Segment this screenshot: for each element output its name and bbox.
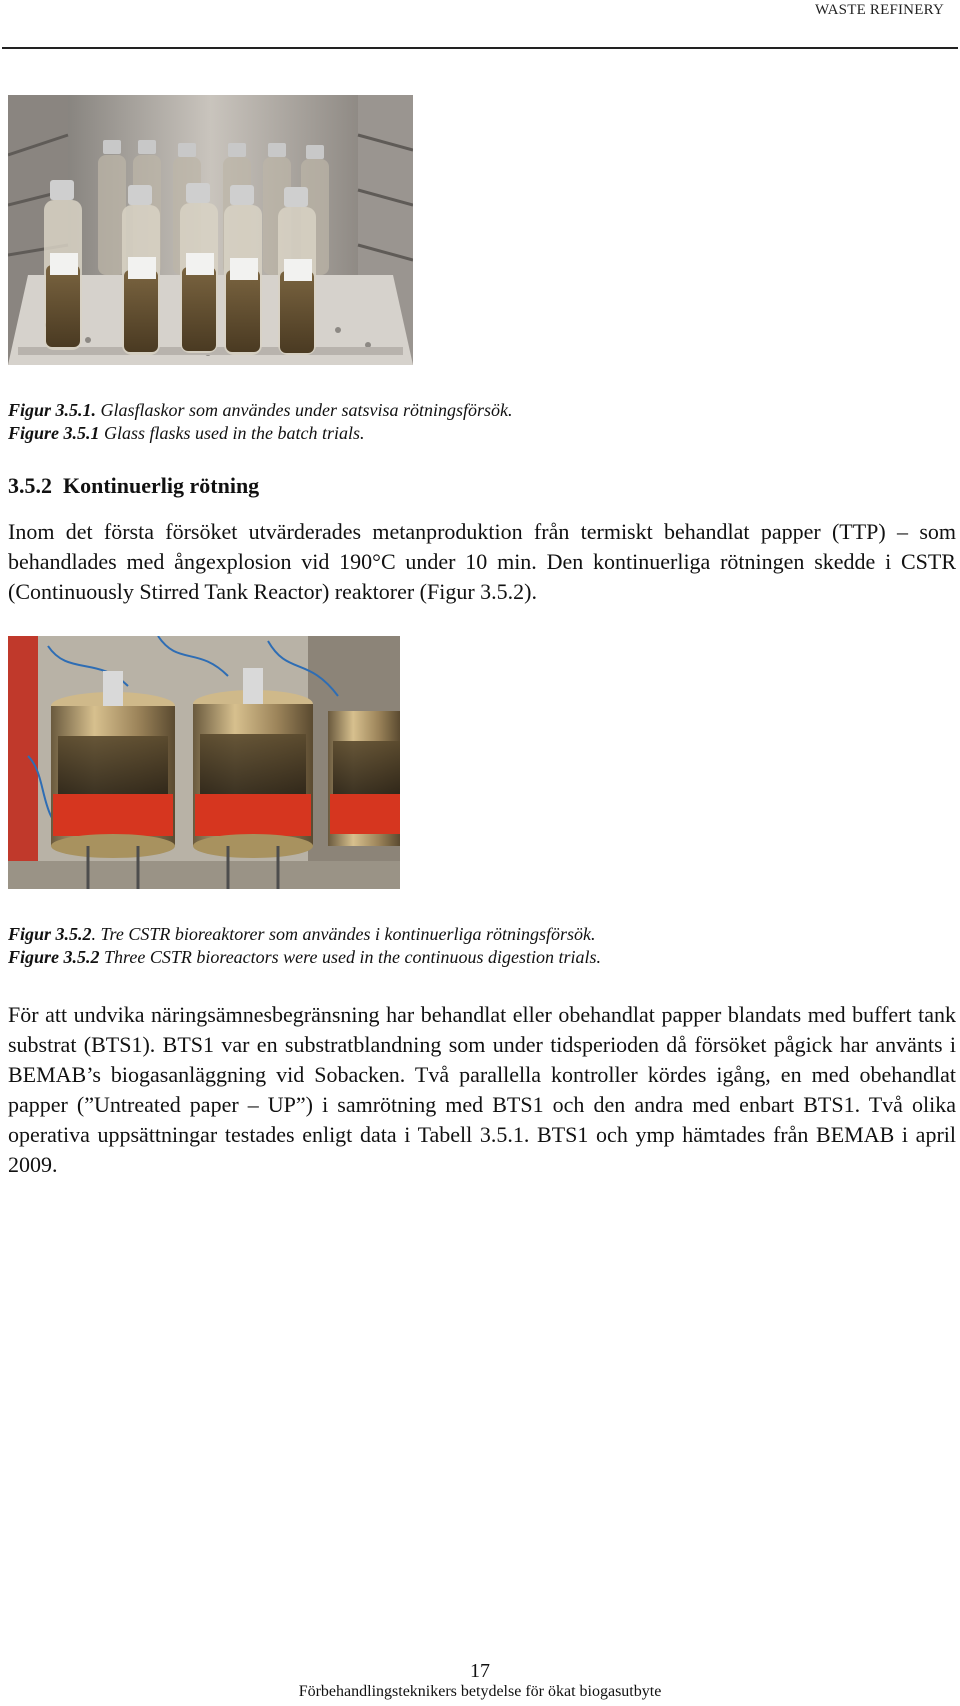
glass-flasks-photo	[8, 95, 413, 365]
figure1-caption-sv	[8, 398, 513, 422]
figure1-caption-sv-text: Glasflaskor som användes under satsvisa rötningsförsök.	[96, 400, 513, 420]
figure1-caption-en-text: Glass flasks used in the batch trials.	[99, 423, 365, 443]
figure1-caption-sv-label: Figur 3.5.1.	[8, 400, 97, 420]
running-header: WASTE REFINERY	[814, 2, 944, 18]
paragraph-2: För att undvika näringsämnesbegränsning har behandlat eller obehandlat papper blandats med buffert tank substrat (BTS1). BTS1 var en substratblandning som under tidsperioden då försöket pågick har använts i BEMAB’s biogasanläggning vid Sobacken. Två parallella kontroller kördes igång, en med obehandlat papper (”Untreated paper – UP”) i samrötning med BTS1 och den andra med enbart BTS1. Två olika operativa uppsättningar testades enligt data i Tabell 3.5.1. BTS1 och ymp hämtades från BEMAB i april 2009.	[8, 1002, 956, 1177]
figure2-caption-en-text: Three CSTR bioreactors were used in the continuous digestion trials.	[99, 947, 601, 967]
figure2-caption-en	[8, 945, 601, 969]
section-title: Kontinuerlig rötning	[63, 473, 260, 498]
figure2-caption-sv-label: Figur 3.5.2	[8, 924, 92, 944]
figure1-caption-en	[8, 421, 365, 445]
cstr-bioreactors-photo	[8, 636, 400, 889]
figure2-caption-en-label: Figure 3.5.2	[8, 947, 100, 967]
page-number: 17	[470, 1660, 490, 1682]
figure1-caption-en-label: Figure 3.5.1	[8, 423, 100, 443]
figure2-caption-sv-text: . Tre CSTR bioreaktorer som användes i kontinuerliga rötningsförsök.	[91, 924, 596, 944]
section-heading	[8, 473, 259, 499]
section-number: 3.5.2	[8, 473, 52, 498]
paragraph-1: Inom det första försöket utvärderades metanproduktion från termiskt behandlat papper (TTP) – som behandlades med ångexplosion vid 190°C under 10 min. Den kontinuerliga rötningen skedde i CSTR (Continuously Stirred Tank Reactor) reaktorer (Figur 3.5.2).	[8, 519, 956, 604]
header-rule	[2, 47, 958, 49]
footer-title: Förbehandlingsteknikers betydelse för ökat biogasutbyte	[298, 1683, 662, 1700]
figure2-caption-sv	[8, 922, 596, 946]
